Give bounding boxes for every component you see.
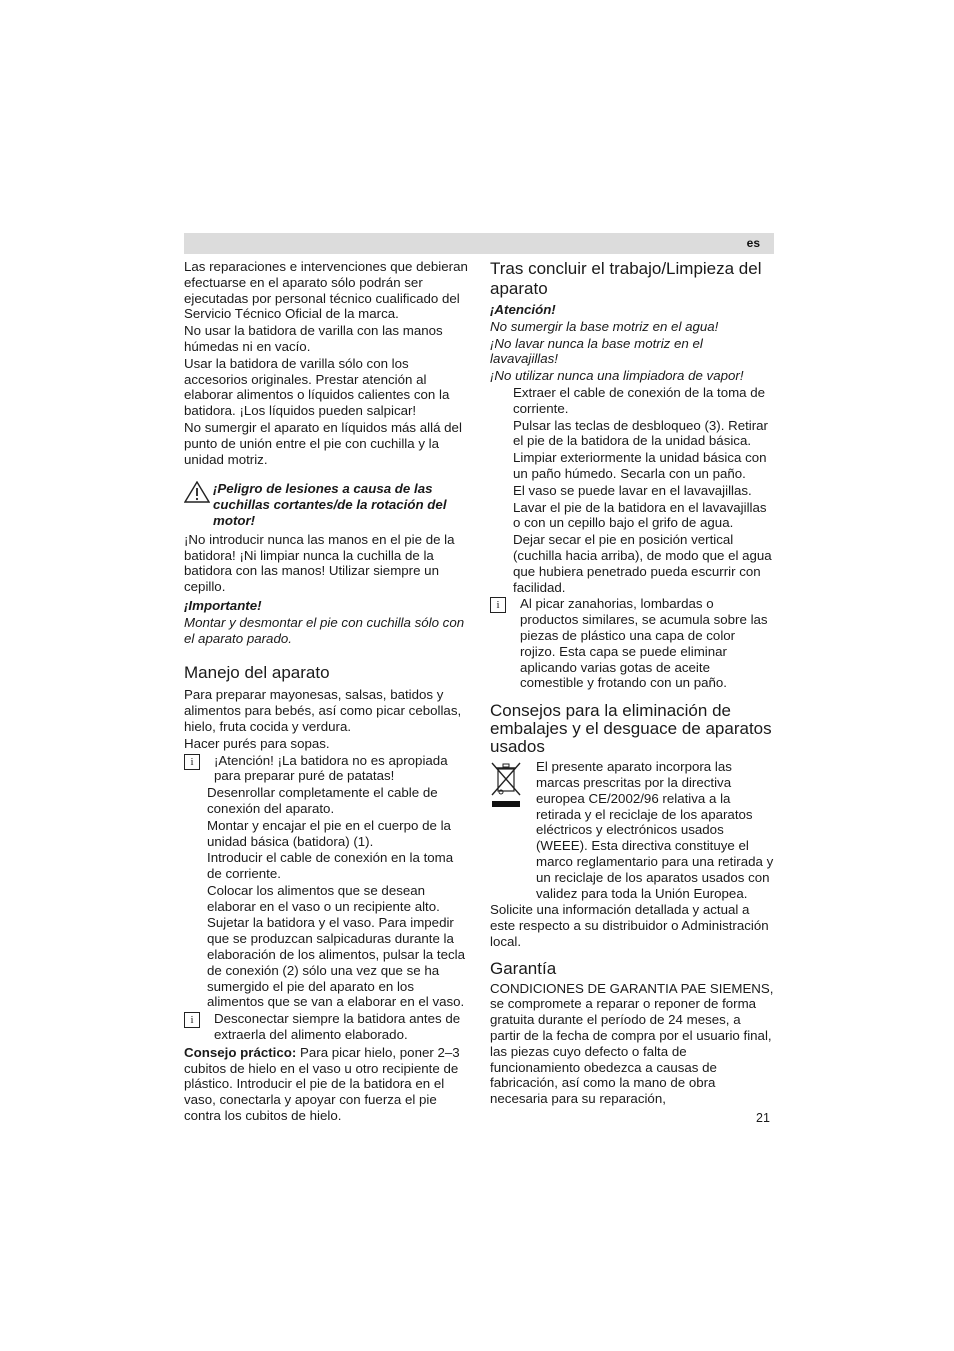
list-item: Colocar los alimentos que se desean elaborar en el vaso o un recipiente alto. <box>207 882 440 914</box>
warranty-text: CONDICIONES DE GARANTIA PAE SIEMENS, se compromete a reparar o reponer de forma gratuita durante el período de 24 meses, a partir de la fecha de compra por el usuario final, las piezas cuyo defecto o falta de funcionamiento obedezca a causas de fabricación, así como la mano de obra necesaria para su reparación, <box>490 980 774 1107</box>
header-bar <box>184 233 774 254</box>
list-item: Lavar el pie de la batidora en el lavavajillas o con un cepillo bajo el grifo de agua. <box>513 499 767 531</box>
section-title: Consejos para la eliminación de embalajes y el desguace de aparatos usados <box>490 701 772 757</box>
paragraph: No usar la batidora de varilla con las manos húmedas ni en vacío. <box>184 323 443 354</box>
steps-list <box>184 785 468 1010</box>
warning-text: ¡Peligro de lesiones a causa de las cuchillas cortantes/de la rotación del motor! <box>213 481 447 528</box>
weee-block <box>490 759 774 902</box>
warning-triangle-icon <box>184 481 210 503</box>
list-item: Extraer el cable de conexión de la toma de corriente. <box>513 384 766 416</box>
paragraph: Las reparaciones e intervenciones que debieran efectuarse en el aparato sólo podrán ser ejecutadas por personal técnico cualificado del Servicio Técnico Oficial de la marca. <box>184 259 468 322</box>
list-item: Sujetar la batidora y el vaso. Para impedir que se produzcan salpicaduras durante la elaboración de los alimentos, pulsar la tecla de conexión (2) sólo una vez que se ha sumergido el pie del aparato en los alimentos que se van a elaborar en el vaso. <box>207 915 465 1010</box>
language-label: es <box>746 236 760 250</box>
info-text: Desconectar siempre la batidora antes de extraerla del alimento elaborado. <box>214 1011 461 1043</box>
left-column <box>184 259 468 1125</box>
important-text: Montar y desmontar el pie con cuchilla sólo con el aparato parado. <box>184 614 465 646</box>
warning-block <box>184 481 468 529</box>
attention-line: No sumergir la base motriz en el agua! <box>490 318 719 334</box>
info-icon: i <box>184 1012 200 1028</box>
attention-title: ¡Atención! <box>490 302 556 317</box>
section-title: Tras concluir el trabajo/Limpieza del aparato <box>490 259 762 298</box>
list-item: Desenrollar completamente el cable de conexión del aparato. <box>207 785 438 816</box>
section-title: Garantía <box>490 958 557 978</box>
right-column <box>490 259 774 1108</box>
section-title: Manejo del aparato <box>184 663 330 683</box>
info-text: ¡Atención! ¡La batidora no es apropiada para preparar puré de patatas! <box>214 752 448 784</box>
paragraph: Hacer purés para sopas. <box>184 735 330 751</box>
paragraph: Para preparar mayonesas, salsas, batidos y alimentos para bebés, así como picar cebollas, hielo, fruta cocida y verdura. <box>184 687 462 734</box>
info-block <box>490 596 774 692</box>
list-item: Limpiar exteriormente la unidad básica con un paño húmedo. Secarla con un paño. <box>513 450 767 481</box>
paragraph: ¡No introducir nunca las manos en el pie de la batidora! ¡Ni limpiar nunca la cuchilla de la batidora con las manos! Utilizar siempre un cepillo. <box>184 531 455 595</box>
info-block <box>184 753 468 786</box>
tip-label: Consejo práctico: <box>184 1044 297 1060</box>
paragraph: Usar la batidora de varilla sólo con los accesorios originales. Prestar atención al elaborar alimentos o líquidos calientes con la batidora. ¡Los líquidos pueden salpicar! <box>184 355 450 419</box>
list-item: Montar y encajar el pie en el cuerpo de la unidad básica (batidora) (1). <box>207 817 451 849</box>
tip-paragraph <box>184 1045 468 1124</box>
attention-line: ¡No utilizar nunca una limpiadora de vapor! <box>490 368 744 384</box>
list-item: El vaso se puede lavar en el lavavajillas. <box>513 482 752 498</box>
paragraph: No sumergir el aparato en líquidos más allá del punto de unión entre el pie con cuchilla y la unidad motriz. <box>184 419 462 467</box>
list-item: Pulsar las teclas de desbloqueo (3). Retirar el pie de la batidora de la unidad básica. <box>513 417 768 449</box>
crossed-bin-icon <box>490 761 522 809</box>
info-icon: i <box>490 597 506 613</box>
weee-text: El presente aparato incorpora las marcas prescritas por la directiva europea CE/2002/96 relativa a la retirada y el reciclaje de los aparatos eléctricos y electrónicos usados (WEEE). Esta directiva constituye el marco reglamentario para una retirada y un reciclaje de los aparatos usados con validez para toda la Unión Europea. <box>536 759 774 901</box>
tip-text: Para picar hielo, poner 2–3 cubitos de hielo en el vaso u otro recipiente de plástico. Introducir el pie de la batidora en el vaso, conectarla y apoyar con fuerza el pie contra los cubitos de hielo. <box>184 1044 460 1124</box>
important-title: ¡Importante! <box>184 597 262 613</box>
list-item: Introducir el cable de conexión en la toma de corriente. <box>207 850 454 882</box>
info-text: Al picar zanahorias, lombardas o productos similares, se acumula sobre las piezas de plástico una capa de color rojizo. Esta capa se puede eliminar aplicando varias gotas de aceite comestible y frotando con un paño. <box>520 596 768 691</box>
attention-line: ¡No lavar nunca la base motriz en el lavavajillas! <box>490 335 703 367</box>
list-item: Dejar secar el pie en posición vertical (cuchilla hacia arriba), de modo que el agua que hubiera penetrado pueda escurrir con facilidad. <box>513 532 772 595</box>
paragraph: Solicite una información detallada y actual a este respecto a su distribuidor o Administración local. <box>490 902 769 949</box>
page-number: 21 <box>756 1111 770 1125</box>
info-icon: i <box>184 754 200 770</box>
info-block <box>184 1011 468 1044</box>
steps-list <box>490 385 774 595</box>
